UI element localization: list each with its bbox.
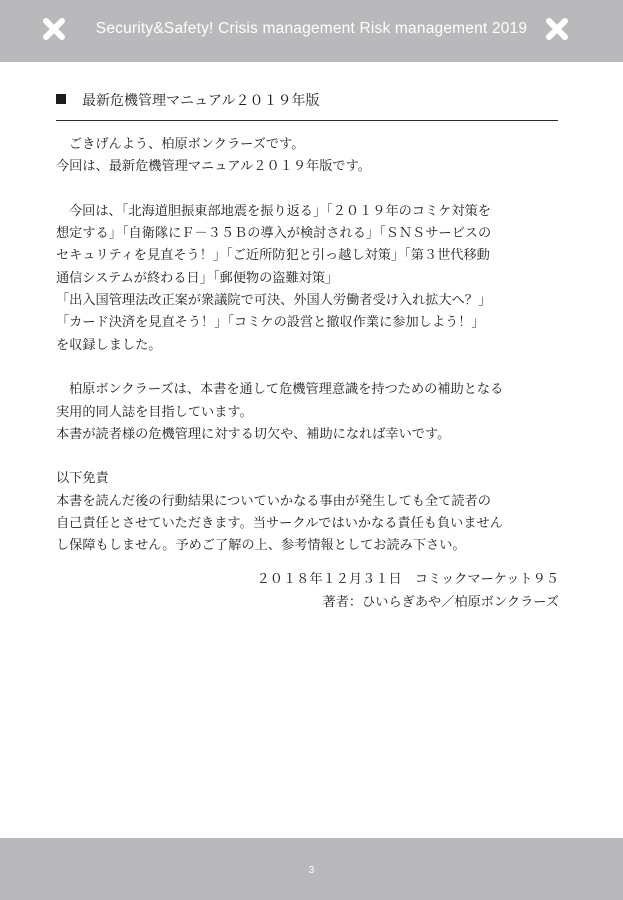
section-heading-text: 最新危機管理マニュアル２０１９年版 <box>82 93 320 109</box>
paragraph-line: ごきげんよう、柏原ボンクラーズです。 <box>69 137 305 152</box>
disclaimer-heading: 以下免責 <box>56 471 109 487</box>
section-heading <box>56 92 319 110</box>
signature-author: 著者：ひいらぎあや／柏原ボンクラーズ <box>322 595 559 610</box>
cross-icon <box>545 17 569 41</box>
paragraph-line: 想定する」「自衛隊にＦ－３５Ｂの導入が検討される」「ＳＮＳサービスの <box>56 226 492 242</box>
signature-date-event: ２０１８年１２月３１日 コミックマーケット９５ <box>256 572 559 587</box>
square-bullet-icon <box>56 94 66 104</box>
paragraph-line: し保障もしません。予めご了解の上、参考情報としてお読み下さい。 <box>56 538 466 554</box>
paragraph-line: 実用的同人誌を目指しています。 <box>56 404 253 420</box>
signature <box>257 568 559 614</box>
page-number: 3 <box>308 865 315 876</box>
body-text <box>56 134 576 558</box>
paragraph-line: セキュリティを見直そう！」「ご近所防犯と引っ越し対策」「第３世代移動 <box>56 248 490 264</box>
paragraph-line: 柏原ボンクラーズは、本書を通して危機管理意識を持つための補助となる <box>69 382 504 398</box>
paragraph-line: 今回は、「北海道胆振東部地震を振り返る」「２０１９年のコミケ対策を <box>69 203 491 219</box>
paragraph-line: 自己責任とさせていただきます。当サークルではいかなる責任も負いません <box>56 516 503 532</box>
paragraph-line: 今回は、最新危機管理マニュアル２０１９年版です。 <box>56 159 371 175</box>
paragraph-line: 本書を読んだ後の行動結果についていかなる事由が発生しても全て読者の <box>56 493 491 509</box>
paragraph-line: 「カード決済を見直そう！」「コミケの設営と撤収作業に参加しよう！」 <box>56 315 485 331</box>
heading-divider <box>56 120 558 121</box>
paragraph-line: 「出入国管理法改正案が衆議院で可決、外国人労働者受け入れ拡大へ？」 <box>56 293 492 309</box>
paragraph-line: 通信システムが終わる日」「郵便物の盗難対策」 <box>56 270 339 286</box>
paragraph-line: を収録しました。 <box>56 337 162 353</box>
paragraph-line: 本書が読者様の危機管理に対する切欠や、補助になれば幸いです。 <box>56 426 451 442</box>
header-title: Security&Safety! Crisis management Risk management 2019 <box>95 20 528 37</box>
